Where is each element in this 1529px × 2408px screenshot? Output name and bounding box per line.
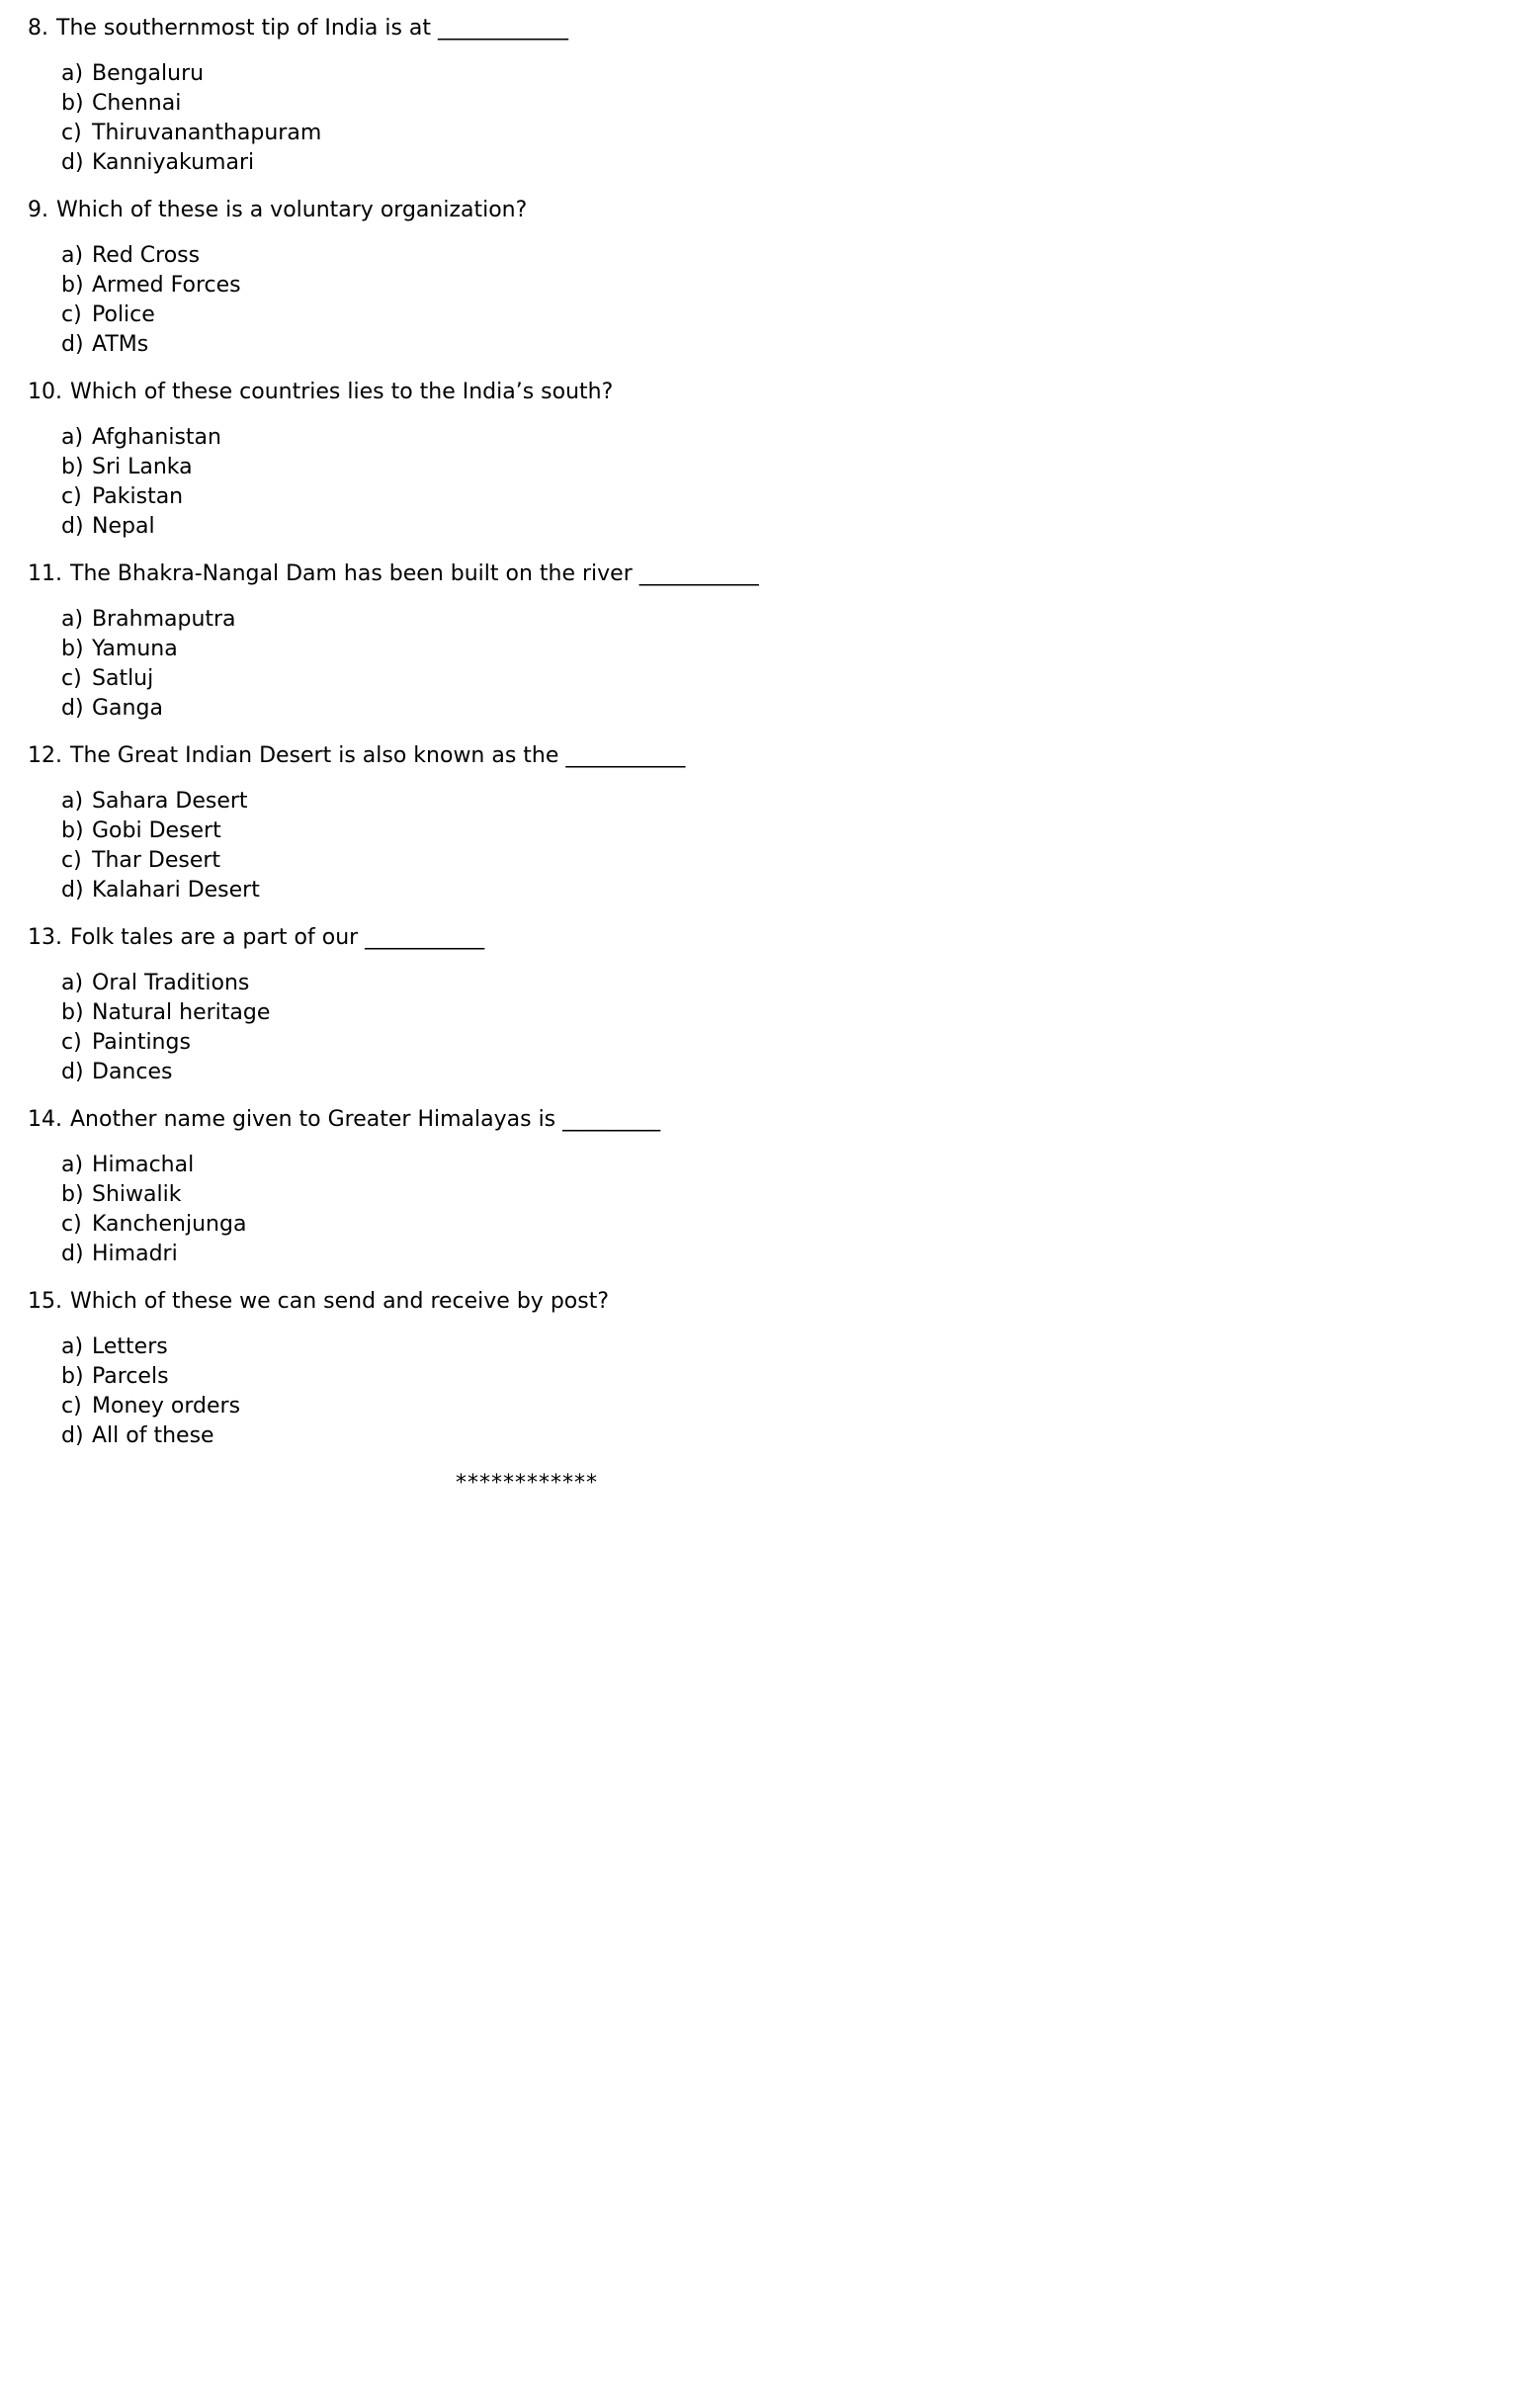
- question-number: 14.: [28, 1107, 62, 1132]
- option-label: Police: [92, 302, 155, 327]
- option-letter: b): [61, 455, 84, 479]
- option-item: [28, 1240, 1026, 1269]
- option-letter: a): [61, 971, 84, 995]
- option-item: [28, 330, 1026, 360]
- question-line: [28, 1287, 1026, 1317]
- option-item: [28, 1333, 1026, 1362]
- option-item: [28, 664, 1026, 694]
- option-letter: a): [61, 1153, 84, 1177]
- options-list: [28, 241, 1026, 360]
- question-line: [28, 196, 1026, 225]
- option-item: [28, 1210, 1026, 1240]
- option-label: Chennai: [92, 91, 182, 116]
- option-label: Kanchenjunga: [92, 1212, 247, 1237]
- option-letter: b): [61, 637, 84, 661]
- options-list: [28, 1333, 1026, 1451]
- option-label: Pakistan: [92, 484, 184, 509]
- question-block: [28, 378, 1026, 542]
- option-letter: a): [61, 789, 84, 814]
- option-label: Thiruvananthapuram: [92, 121, 322, 145]
- option-item: [28, 817, 1026, 846]
- option-letter: c): [61, 121, 82, 145]
- option-letter: a): [61, 61, 84, 86]
- question-line: [28, 923, 1026, 953]
- option-label: Oral Traditions: [92, 971, 250, 995]
- options-list: [28, 605, 1026, 724]
- option-letter: d): [61, 1060, 84, 1084]
- option-item: [28, 787, 1026, 817]
- options-list: [28, 423, 1026, 542]
- option-item: [28, 89, 1026, 119]
- options-list: [28, 969, 1026, 1087]
- option-letter: d): [61, 1423, 84, 1448]
- option-label: Thar Desert: [92, 848, 221, 873]
- option-label: Shiwalik: [92, 1182, 182, 1207]
- option-label: Bengaluru: [92, 61, 205, 86]
- option-letter: b): [61, 818, 84, 843]
- question-line: [28, 1105, 1026, 1135]
- option-item: [28, 512, 1026, 542]
- option-item: [28, 635, 1026, 664]
- option-item: [28, 1180, 1026, 1210]
- question-block: [28, 1105, 1026, 1269]
- option-label: All of these: [92, 1423, 214, 1448]
- option-item: [28, 694, 1026, 724]
- option-letter: b): [61, 1000, 84, 1025]
- question-number: 10.: [28, 380, 62, 404]
- question-number: 12.: [28, 743, 62, 768]
- question-line: [28, 14, 1026, 43]
- option-item: [28, 1058, 1026, 1087]
- question-text: The Great Indian Desert is also known as the ___________: [70, 743, 686, 768]
- option-item: [28, 876, 1026, 905]
- option-item: [28, 605, 1026, 635]
- question-block: [28, 923, 1026, 1087]
- option-letter: c): [61, 666, 82, 691]
- option-item: [28, 969, 1026, 998]
- option-item: [28, 59, 1026, 89]
- option-letter: c): [61, 1030, 82, 1055]
- question-block: [28, 559, 1026, 724]
- option-label: Dances: [92, 1060, 173, 1084]
- option-letter: b): [61, 1364, 84, 1389]
- option-letter: a): [61, 607, 84, 632]
- question-text: Which of these countries lies to the India’s south?: [70, 380, 614, 404]
- option-item: [28, 1421, 1026, 1451]
- option-item: [28, 998, 1026, 1028]
- question-line: [28, 378, 1026, 407]
- option-label: Yamuna: [92, 637, 178, 661]
- question-block: [28, 1287, 1026, 1451]
- option-item: [28, 453, 1026, 482]
- option-label: ATMs: [92, 332, 149, 357]
- option-item: [28, 1392, 1026, 1421]
- option-label: Natural heritage: [92, 1000, 271, 1025]
- option-label: Kanniyakumari: [92, 150, 255, 175]
- option-letter: a): [61, 425, 84, 450]
- option-letter: b): [61, 91, 84, 116]
- question-block: [28, 196, 1026, 360]
- option-label: Letters: [92, 1334, 168, 1359]
- option-letter: d): [61, 150, 84, 175]
- option-letter: b): [61, 1182, 84, 1207]
- question-line: [28, 741, 1026, 771]
- question-text: The southernmost tip of India is at ____________: [56, 16, 568, 41]
- option-label: Himachal: [92, 1153, 195, 1177]
- option-item: [28, 482, 1026, 512]
- option-label: Kalahari Desert: [92, 878, 260, 903]
- option-label: Brahmaputra: [92, 607, 236, 632]
- option-label: Sri Lanka: [92, 455, 193, 479]
- option-letter: d): [61, 514, 84, 539]
- option-letter: a): [61, 1334, 84, 1359]
- question-text: Which of these we can send and receive by post?: [70, 1289, 610, 1314]
- options-list: [28, 1151, 1026, 1269]
- option-label: Money orders: [92, 1394, 241, 1419]
- footer-asterisks: ************: [456, 1471, 598, 1496]
- option-label: Ganga: [92, 696, 163, 721]
- question-text: Which of these is a voluntary organization?: [56, 198, 528, 222]
- option-label: Parcels: [92, 1364, 169, 1389]
- question-block: [28, 14, 1026, 178]
- option-label: Satluj: [92, 666, 154, 691]
- question-text: Folk tales are a part of our ___________: [70, 925, 485, 950]
- question-line: [28, 559, 1026, 589]
- worksheet-page: [28, 14, 1026, 1499]
- option-item: [28, 241, 1026, 271]
- option-label: Red Cross: [92, 243, 201, 268]
- option-letter: d): [61, 878, 84, 903]
- option-item: [28, 1151, 1026, 1180]
- option-letter: c): [61, 302, 82, 327]
- option-label: Sahara Desert: [92, 789, 248, 814]
- question-text: The Bhakra-Nangal Dam has been built on the river ___________: [70, 561, 759, 586]
- option-item: [28, 301, 1026, 330]
- question-number: 11.: [28, 561, 62, 586]
- question-block: [28, 741, 1026, 905]
- options-list: [28, 59, 1026, 178]
- option-letter: d): [61, 696, 84, 721]
- question-number: 13.: [28, 925, 62, 950]
- question-number: 9.: [28, 198, 48, 222]
- option-label: Paintings: [92, 1030, 191, 1055]
- option-letter: c): [61, 1394, 82, 1419]
- option-letter: c): [61, 1212, 82, 1237]
- option-item: [28, 423, 1026, 453]
- option-letter: a): [61, 243, 84, 268]
- option-item: [28, 1362, 1026, 1392]
- option-item: [28, 148, 1026, 178]
- question-text: Another name given to Greater Himalayas is _________: [70, 1107, 661, 1132]
- option-item: [28, 846, 1026, 876]
- option-letter: c): [61, 484, 82, 509]
- option-letter: d): [61, 1242, 84, 1266]
- question-list: [28, 14, 1026, 1451]
- option-item: [28, 271, 1026, 301]
- option-letter: c): [61, 848, 82, 873]
- option-item: [28, 119, 1026, 148]
- option-letter: d): [61, 332, 84, 357]
- option-label: Himadri: [92, 1242, 178, 1266]
- option-label: Afghanistan: [92, 425, 221, 450]
- options-list: [28, 787, 1026, 905]
- option-item: [28, 1028, 1026, 1058]
- question-number: 15.: [28, 1289, 62, 1314]
- question-number: 8.: [28, 16, 48, 41]
- option-label: Gobi Desert: [92, 818, 221, 843]
- option-label: Armed Forces: [92, 273, 241, 298]
- option-letter: b): [61, 273, 84, 298]
- option-label: Nepal: [92, 514, 155, 539]
